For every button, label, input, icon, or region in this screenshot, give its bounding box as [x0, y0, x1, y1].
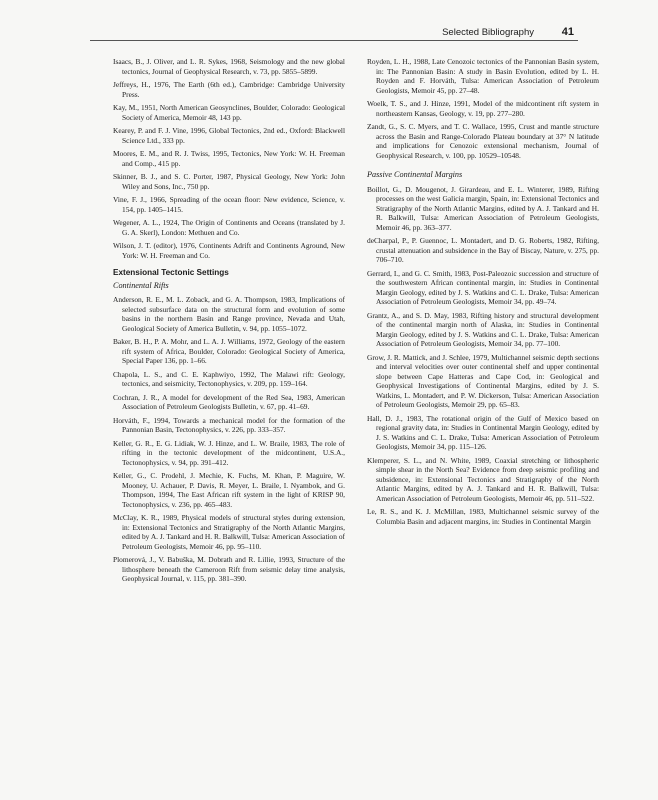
margin-entries: [367, 185, 599, 527]
bibliography-entry: Gerrard, I., and G. C. Smith, 1983, Post-Paleozoic succession and structure of the southwestern African continental margin, in: Studies in Continental Margin Geology, edited by J. S. Watkins and C. L. Drake, Tulsa: American Association of Petroleum Geologists, Memoir 34, pp. 49–74.: [367, 268, 599, 306]
bibliography-entry: McClay, K. R., 1989, Physical models of structural styles during extension, in: Extensional Tectonics and Stratigraphy of the North Atlantic Margins, edited by A. J. Tankard and H. R. Balkwill, Tulsa: American Association of Petroleum Geologists, Memoir 46, pp. 95–110.: [113, 513, 345, 551]
bibliography-entry: Skinner, B. J., and S. C. Porter, 1987, Physical Geology, New York: John Wiley and Sons, Inc., 750 pp.: [113, 172, 345, 191]
bibliography-entry: Grow, J. R. Mattick, and J. Schlee, 1979, Multichannel seismic depth sections and interval velocities over outer continental shelf and upper continental slope between Cape Hatteras and Cape Cod, in: Geological and Geophysical Investigations of Continental Margins, edited by J. S. Watkins, L. Montadert, and P. W. Dickerson, Tulsa: American Association of Petroleum Geologists, Memoir 29, pp. 65–83.: [367, 352, 599, 409]
bibliography-entry: Jeffreys, H., 1976, The Earth (6th ed.), Cambridge: Cambridge University Press.: [113, 80, 345, 99]
bibliography-entry: deCharpal, P., P. Guennoc, L. Montadert, and D. G. Roberts, 1982, Rifting, crustal attenuation and subsidence in the Bay of Biscay, Nature, v. 275, pp. 706–710.: [367, 236, 599, 264]
left-column: [113, 57, 345, 588]
bibliography-entry: Zandt, G., S. C. Myers, and T. C. Wallace, 1995, Crust and mantle structure across the Basin and Range-Colorado Plateau boundary at 37° N latitude and implications for Cenozoic extensional mechanism, Journal of Geophysical Research, v. 100, pp. 10529–10548.: [367, 122, 599, 160]
bibliography-entry: Kay, M., 1951, North American Geosynclines, Boulder, Colorado: Geological Society of America, Memoir 48, 143 pp.: [113, 103, 345, 122]
bibliography-entry: Horváth, F., 1994, Towards a mechanical model for the formation of the Pannonian Basin, Tectonophysics, v. 226, pp. 333–357.: [113, 415, 345, 434]
bibliography-entry: Keller, G., C. Prodehl, J. Mechie, K. Fuchs, M. Khan, P. Maguire, W. Mooney, U. Achauer, P. Davis, R. Meyer, L. Braile, I. Nyambok, and G. Thompson, 1994, The East African rift system in the light of KRISP 90, Tectonophysics, v. 236, pp. 465–483.: [113, 471, 345, 509]
rift-entries: [113, 295, 345, 584]
bibliography-entry: Isaacs, B., J. Oliver, and L. R. Sykes, 1968, Seismology and the new global tectonics, Journal of Geophysical Research, v. 73, pp. 5855–5899.: [113, 57, 345, 76]
left-top-entries: [113, 57, 345, 260]
right-column: [367, 57, 599, 530]
bibliography-entry: Boillot, G., D. Mougenot, J. Girardeau, and E. L. Winterer, 1989, Rifting processes on the west Galicia margin, Spain, in: Extensional Tectonics and Stratigraphy of the North Atlantic Margins, edited by A. J. Tankard and H. R. Balkwill, Tulsa: American Association of Petroleum Geologists, Memoir 46, pp. 363–377.: [367, 184, 599, 232]
bibliography-entry: Woelk, T. S., and J. Hinze, 1991, Model of the midcontinent rift system in northeastern Kansas, Geology, v. 19, pp. 277–280.: [367, 99, 599, 118]
bibliography-entry: Royden, L. H., 1988, Late Cenozoic tectonics of the Pannonian Basin system, in: The Pannonian Basin: A study in Basin Evolution, edited by L. H. Royden and F. Horváth, Tulsa: American Association of Petroleum Geologists, Memoir 45, pp. 27–48.: [367, 57, 599, 95]
bibliography-entry: Le, R. S., and K. J. McMillan, 1983, Multichannel seismic survey of the Columbia Basin and adjacent margins, in: Studies in Continental Margin: [367, 507, 599, 526]
section-heading: Extensional Tectonic Settings: [113, 268, 229, 277]
bibliography-entry: Wegener, A. L., 1924, The Origin of Continents and Oceans (translated by J. G. A. Skerl), London: Methuen and Co.: [113, 218, 345, 237]
bibliography-entry: Wilson, J. T. (editor), 1976, Continents Adrift and Continents Aground, New York: W. H. Freeman and Co.: [113, 241, 345, 260]
bibliography-entry: Chapola, L. S., and C. E. Kaphwiyo, 1992, The Malawi rift: Geology, tectonics, and seismicity, Tectonophysics, v. 209, pp. 159–164.: [113, 369, 345, 388]
bibliography-entry: Keller, G. R., E. G. Lidiak, W. J. Hinze, and L. W. Braile, 1983, The role of rifting in the tectonic development of the midcontinent, U.S.A., Tectonophysics, v. 94, pp. 391–412.: [113, 438, 345, 467]
bibliography-entry: Grantz, A., and S. D. May, 1983, Rifting history and structural development of the continental margin north of Alaska, in: Studies in Continental Margin Geology, edited by J. S. Watkins and C. L. Drake, Tulsa: American Association of Petroleum Geologists, Memoir 34, pp. 77–100.: [367, 310, 599, 348]
bibliography-entry: Moores, E. M., and R. J. Twiss, 1995, Tectonics, New York: W. H. Freeman and Comp., 415 pp.: [113, 149, 345, 168]
bibliography-entry: Vine, F. J., 1966, Spreading of the ocean floor: New evidence, Science, v. 154, pp. 1405–1415.: [113, 195, 345, 214]
bibliography-entry: Anderson, R. E., M. L. Zoback, and G. A. Thompson, 1983, Implications of selected subsurface data on the structural form and evolution of some basins in the northern Basin and Range province, Nevada and Utah, Geological Society of America Bulletin, v. 94, pp. 1055–1072.: [113, 295, 345, 333]
subsection-heading-rifts: Continental Rifts: [113, 280, 169, 290]
running-header: [90, 26, 578, 41]
bibliography-entry: Cochran, J. R., A model for development of the Red Sea, 1983, American Association of Petroleum Geologists Bulletin, v. 67, pp. 41–69.: [113, 392, 345, 411]
bibliography-entry: Kearey, P. and F. J. Vine, 1996, Global Tectonics, 2nd ed., Oxford: Blackwell Science Ltd., 333 pp.: [113, 126, 345, 145]
section-title: Selected Bibliography: [442, 27, 534, 38]
bibliography-entry: Plomerová, J., V. Babuška, M. Dobrath and R. Lillie, 1993, Structure of the lithosphere beneath the Cameroon Rift from seismic delay time analysis, Geophysical Journal, v. 115, pp. 381–390.: [113, 555, 345, 583]
subsection-heading-margins: Passive Continental Margins: [367, 170, 463, 179]
right-top-entries: [367, 57, 599, 160]
bibliography-entry: Klemperer, S. L., and N. White, 1989, Coaxial stretching or lithospheric simple shear in the North Sea? Evidence from deep seismic profiling and subsidence, in: Extensional Tectonics and Stratigraphy of the North Atlantic Margins, edited by A. J. Tankard and H. R. Balkwill, Tulsa: American Association of Petroleum Geologists, Memoir 46, pp. 511–522.: [367, 455, 599, 503]
bibliography-entry: Hall, D. J., 1983, The rotational origin of the Gulf of Mexico based on regional gravity data, in: Studies in Continental Margin Geology, edited by J. S. Watkins and C. L. Drake, Tulsa: American Association of Petroleum Geologists, Memoir 34, pp. 115–126.: [367, 413, 599, 451]
page-number: 41: [561, 26, 574, 38]
bibliography-entry: Baker, B. H., P. A. Mohr, and L. A. J. Williams, 1972, Geology of the eastern rift system of Africa, Boulder, Colorado: Geological Society of America, Special Paper 136, pp. 1–66.: [113, 337, 345, 365]
